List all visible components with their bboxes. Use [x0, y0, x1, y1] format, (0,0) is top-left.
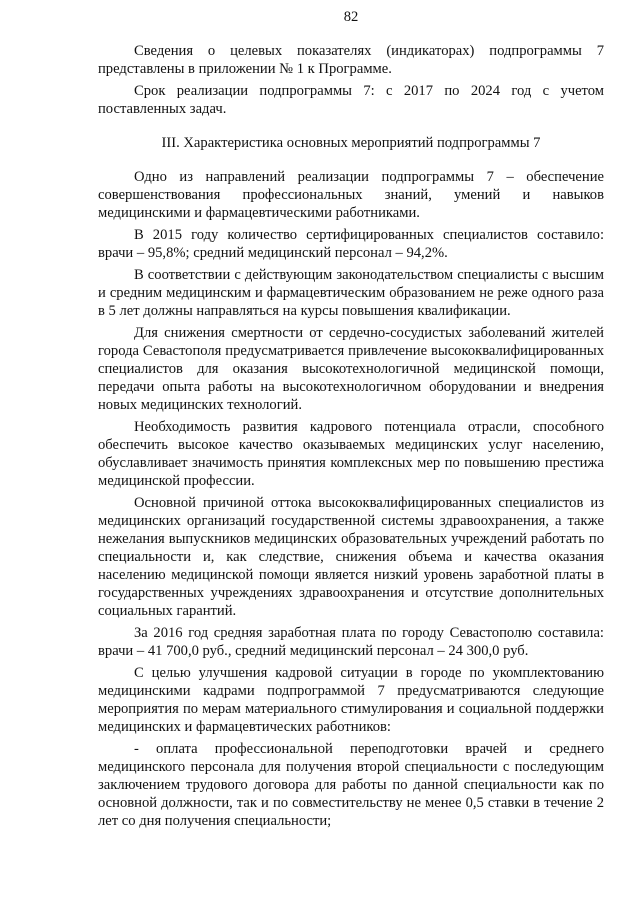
body-paragraph-1: Одно из направлений реализации подпрограммы 7 – обеспечение совершенствования профессиональных знаний, умений и навыков медицинскими и фармацевтическими работниками. — [98, 169, 604, 221]
body-paragraph-8: С целью улучшения кадровой ситуации в городе по укомплектованию медицинскими кадрами подпрограммой 7 предусматриваются следующие мероприятия по мерам материального стимулирования и социальной поддержки медицинских и фармацевтических работников: — [98, 665, 604, 735]
body-paragraph-9: - оплата профессиональной переподготовки врачей и среднего медицинского персонала для получения второй специальности с последующим заключением трудового договора для работы по данной специальности как по основной должности, так и по совместительству не менее 0,5 ставки в течение 2 лет со дня получения специальности; — [98, 741, 604, 829]
body-paragraph-7: За 2016 год средняя заработная плата по городу Севастополю составила: врачи – 41 700,0 руб., средний медицинский персонал – 24 300,0 руб. — [98, 625, 604, 659]
body-paragraph-2: В 2015 году количество сертифицированных специалистов составило: врачи – 95,8%; средний медицинский персонал – 94,2%. — [98, 227, 604, 261]
section-heading: III. Характеристика основных мероприятий подпрограммы 7 — [161, 135, 541, 151]
body-paragraph-5: Необходимость развития кадрового потенциала отрасли, способного обеспечить высокое качество оказываемых медицинских услуг населению, обуславливает значимость принятия комплексных мер по повышению престижа медицинской профессии. — [98, 419, 604, 489]
intro-paragraph-1: Сведения о целевых показателях (индикаторах) подпрограммы 7 представлены в приложении № 1 к Программе. — [98, 43, 604, 77]
page-number: 82 — [343, 9, 359, 25]
intro-paragraph-2: Срок реализации подпрограммы 7: с 2017 по 2024 год с учетом поставленных задач. — [98, 83, 604, 117]
body-paragraph-6: Основной причиной оттока высококвалифицированных специалистов из медицинских организаций государственной системы здравоохранения, а также нежелания выпускников медицинских образовательных учреждений работать по специальности и, как следствие, снижения объема и качества оказания населению медицинской помощи является низкий уровень заработной платы в государственных учреждениях здравоохранения и отсутствие дополнительных социальных гарантий. — [98, 495, 604, 619]
body-paragraph-4: Для снижения смертности от сердечно-сосудистых заболеваний жителей города Севастополя предусматривается привлечение высококвалифицированных специалистов для оказания высокотехнологичной медицинской помощи, передачи опыта работы на высокотехнологичном оборудовании и внедрения новых медицинских технологий. — [98, 325, 604, 413]
body-paragraph-3: В соответствии с действующим законодательством специалисты с высшим и средним медицинским и фармацевтическим образованием не реже одного раза в 5 лет должны направляться на курсы повышения квалификации. — [98, 267, 604, 319]
